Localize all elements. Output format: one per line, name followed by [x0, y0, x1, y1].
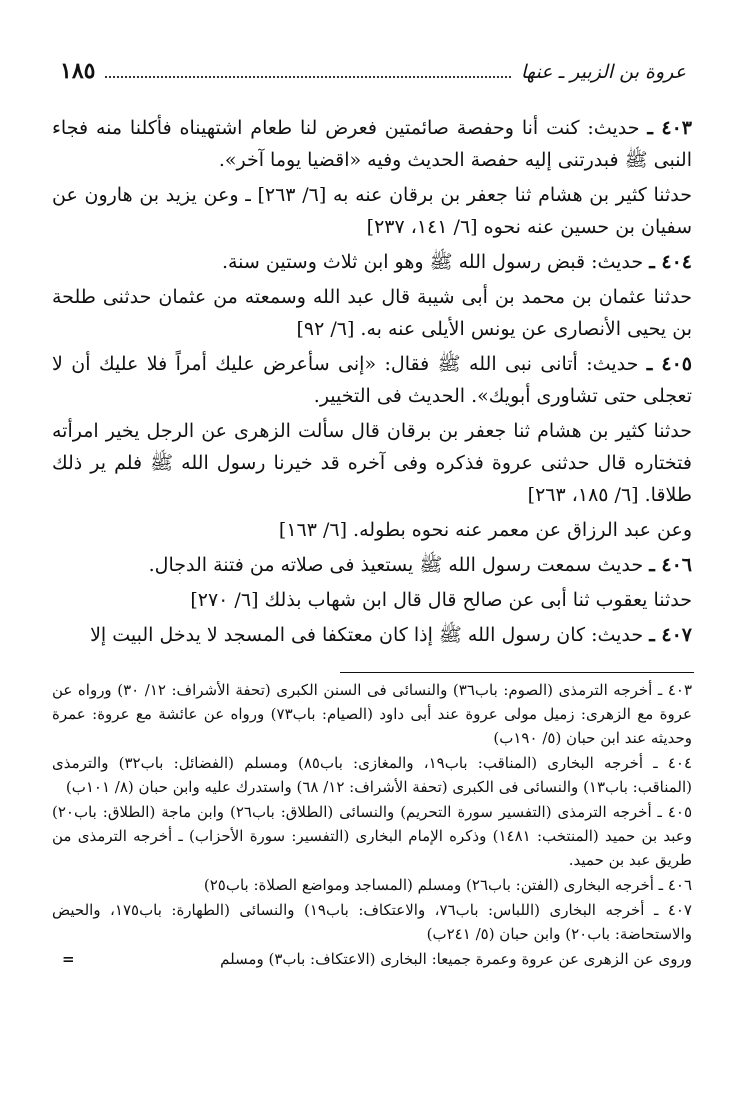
continuation-mark: = [62, 950, 75, 968]
hadith-number: ٤٠٦ ـ [649, 554, 692, 576]
chain-text: حدثنا كثير بن هشام ثنا جعفر بن برقان قال سألت الزهرى عن الرجل يخير امرأته فتختاره قال حدثنى عروة فذكره وفى آخره قد خيرنا رسول الله ﷺ فلم ير ذلك طلاقا. [٦/ ١٨٥، ٢٦٣] [52, 420, 692, 506]
hadith-number: ٤٠٤ ـ [649, 251, 692, 273]
hadith-text: حديث سمعت رسول الله ﷺ يستعيذ فى صلاته من فتنة الدجال. [148, 554, 644, 576]
footnote-407: ٤٠٧ ـ أخرجه البخارى (اللباس: باب٧٦، والاعتكاف: باب١٩) والنسائى (الطهارة: باب١٧٥، والحيض والاستحاضة: باب٢٠) وابن حبان (٥/ ٢٤١ب) [52, 901, 692, 943]
footnote-separator [340, 672, 694, 673]
footnote-403: ٤٠٣ ـ أخرجه الترمذى (الصوم: باب٣٦) والنسائى فى السنن الكبرى (تحفة الأشراف: ١٢/ ٣٠) ورواه عن عروة مع الزهرى: زميل مولى عروة عند أبى داود (الصيام: باب٧٣) ورواه عن عائشة مع عروة: عمرة وحديثه عند ابن حبان (٥/ ١٩٠ب) [52, 681, 693, 747]
footnote-continuation-text: وروى عن الزهرى عن عروة وعمرة جميعا: البخارى (الاعتكاف: باب٣) ومسلم [220, 950, 692, 968]
hadith-text: حديث: كنت أنا وحفصة صائمتين فعرض لنا طعام اشتهيناه فأكلنا منه فجاء النبى ﷺ فبدرتنى إليه حفصة الحديث وفيه «اقضيا يوما آخر». [52, 117, 692, 171]
running-title: عروة بن الزبير ـ عنها [520, 61, 686, 83]
hadith-number: ٤٠٣ ـ [647, 117, 693, 139]
hadith-text: حديث: أتانى نبى الله ﷺ فقال: «إنى سأعرض عليك أمراً فلا عليك أن لا تعجلى حتى تشاورى أبويك». الحديث فى التخيير. [52, 353, 692, 407]
chain-text: وعن عبد الرزاق عن معمر عنه نحوه بطوله. [٦/ ١٦٣] [278, 519, 692, 541]
hadith-chain [52, 281, 692, 345]
hadith-text: حديث: كان رسول الله ﷺ إذا كان معتكفا فى المسجد لا يدخل البيت إلا [90, 624, 644, 646]
footnote-404: ٤٠٤ ـ أخرجه البخارى (المناقب: باب١٩، والمغازى: باب٨٥) ومسلم (الفضائل: باب٣٢) والترمذى (المناقب: باب١٣) والنسائى فى الكبرى (تحفة الأشراف: ١٢/ ٦٨) واستدرك عليه وابن حبان (٨/ ١٠١ب) [52, 754, 692, 796]
hadith-chain [52, 584, 692, 616]
hadith-404 [52, 246, 692, 278]
header-dotted-leader [105, 76, 510, 78]
page-header [60, 58, 686, 88]
main-text [52, 112, 692, 651]
hadith-number: ٤٠٥ ـ [646, 353, 692, 375]
hadith-chain [52, 179, 692, 243]
chain-text: حدثنا عثمان بن محمد بن أبى شيبة قال عبد الله وسمعته من عثمان حدثنى طلحة بن يحيى الأنصارى عن يونس الأيلى عنه به. [٦/ ٩٢] [52, 286, 692, 340]
footnote-405: ٤٠٥ ـ أخرجه الترمذى (التفسير سورة التحريم) والنسائى (الطلاق: باب٢٦) وابن ماجة (الطلاق: باب٢٠) وعبد بن حميد (المنتخب: ١٤٨١) وذكره الإمام البخارى (التفسير: سورة الأحزاب) ـ أخرجه الترمذى من طريق عبد بن حميد. [52, 803, 692, 869]
hadith-text: حديث: قبض رسول الله ﷺ وهو ابن ثلاث وستين سنة. [221, 251, 644, 273]
footnote-406: ٤٠٦ ـ أخرجه البخارى (الفتن: باب٢٦) ومسلم (المساجد ومواضع الصلاة: باب٢٥) [203, 876, 692, 894]
hadith-403 [52, 112, 692, 176]
hadith-chain [52, 514, 692, 546]
page-number: ١٨٥ [60, 58, 96, 84]
hadith-chain [52, 415, 692, 511]
hadith-406 [52, 549, 692, 581]
chain-text: حدثنا يعقوب ثنا أبى عن صالح قال قال ابن شهاب بذلك [٦/ ٢٧٠] [190, 589, 692, 611]
hadith-405 [52, 348, 692, 412]
footnotes [52, 678, 692, 972]
footnote-continuation [52, 947, 692, 971]
chain-text: حدثنا كثير بن هشام ثنا جعفر بن برقان عنه به [٦/ ٢٦٣] ـ وعن يزيد بن هارون عن سفيان بن حسين عنه نحوه [٦/ ١٤١، ٢٣٧] [52, 184, 692, 238]
hadith-407 [52, 619, 692, 651]
hadith-number: ٤٠٧ ـ [649, 624, 692, 646]
